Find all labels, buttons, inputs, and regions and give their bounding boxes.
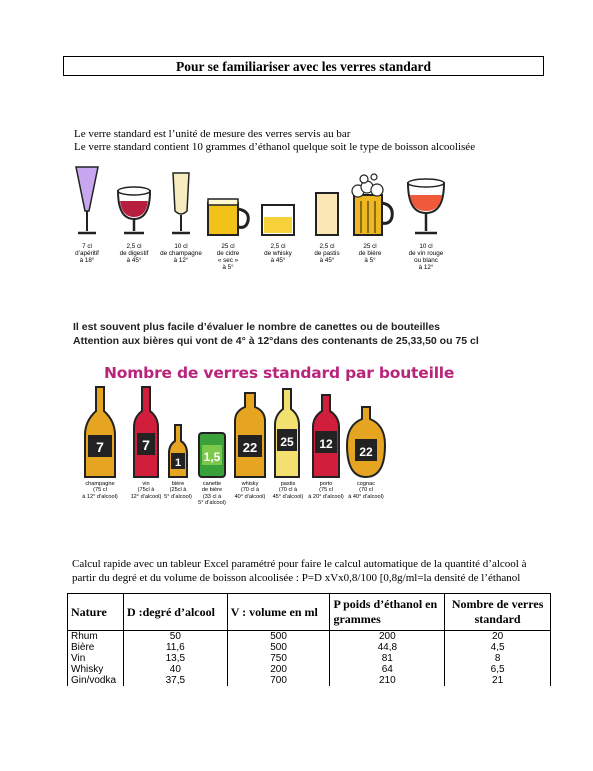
bottle-count: 7 <box>96 439 104 455</box>
cell-degree: 40 <box>123 664 227 675</box>
bottle-caption: champagne (75 cl à 12° d’alcool) <box>82 481 118 500</box>
calc-line-1: Calcul rapide avec un tableur Excel paramétré pour faire le calcul automatique de la quantité d’alcool à <box>72 558 527 570</box>
bottle-count: 1,5 <box>203 450 221 464</box>
champagne-glass-icon <box>172 173 190 233</box>
cell-volume: 200 <box>227 664 330 675</box>
bottle-count: 1 <box>174 457 182 469</box>
wine-glass-icon <box>408 179 444 233</box>
beer-can-icon <box>199 433 225 477</box>
bottle-count: 12 <box>319 437 333 451</box>
bottle-caption: cognac (70 cl à 40° d’alcool) <box>348 481 384 500</box>
table-header-row <box>68 594 551 631</box>
cans-text <box>73 320 479 348</box>
pastis-bottle-icon <box>275 389 299 477</box>
cell-standard-glasses: 20 <box>445 631 551 643</box>
bottles-row <box>75 385 405 515</box>
header-nature: Nature <box>68 594 124 631</box>
table-row <box>68 631 551 643</box>
bottle-count: 7 <box>142 437 150 453</box>
glass-caption: 2,5 cl de pastis à 45° <box>314 243 340 264</box>
digestif-glass-icon <box>118 187 150 233</box>
cell-weight: 200 <box>330 631 445 643</box>
bottle-caption: whisky (70 cl à 40° d’alcool) <box>234 481 266 500</box>
calc-text <box>72 557 526 585</box>
cans-line-2: Attention aux bières qui vont de 4° à 12°dans des contenants de 25,33,50 ou 75 cl <box>73 335 479 347</box>
wine-bottle-icon <box>134 387 158 477</box>
cell-volume: 700 <box>227 675 330 686</box>
bottle-caption: canette de bière (33 cl à 5° d’alcool) <box>198 481 226 507</box>
bottle-caption: pastis (70 cl à 45° d’alcool) <box>272 481 304 500</box>
cans-line-1: Il est souvent plus facile d’évaluer le nombre de canettes ou de bouteilles <box>73 321 441 333</box>
cider-mug-icon <box>208 199 248 235</box>
cell-standard-glasses: 8 <box>445 653 551 664</box>
porto-bottle-icon <box>313 395 339 477</box>
intro-line-1: Le verre standard est l’unité de mesure des verres servis au bar <box>74 128 351 140</box>
cell-weight: 44,8 <box>330 642 445 653</box>
champagne-bottle-icon <box>85 387 115 477</box>
cell-nature: Vin <box>68 653 124 664</box>
cell-nature: Gin/vodka <box>68 675 124 686</box>
cell-degree: 11,6 <box>123 642 227 653</box>
bottle-count: 22 <box>242 440 258 455</box>
bottle-caption: bière (25cl à 5° d’alcool) <box>164 481 192 500</box>
glass-caption: 25 cl de bière à 5° <box>358 243 382 264</box>
table-row <box>68 664 551 675</box>
cell-standard-glasses: 21 <box>445 675 551 686</box>
table-row <box>68 642 551 653</box>
cell-nature: Whisky <box>68 664 124 675</box>
glass-caption: 10 cl de vin rouge ou blanc à 12° <box>408 243 444 271</box>
pastis-glass-icon <box>316 193 338 235</box>
glass-caption: 25 cl de cidre « sec » à 5° <box>216 243 240 271</box>
cognac-bottle-icon <box>347 407 385 477</box>
beer-bottle-icon <box>169 425 187 477</box>
cell-volume: 500 <box>227 642 330 653</box>
cell-degree: 37,5 <box>123 675 227 686</box>
cell-weight: 64 <box>330 664 445 675</box>
page-title: Pour se familiariser avec les verres standard <box>63 56 544 76</box>
bottle-caption: porto (75 cl à 20° d’alcool) <box>308 481 344 500</box>
header-degree: D :degré d’alcool <box>123 594 227 631</box>
bottle-count: 22 <box>359 445 373 459</box>
header-weight: P poids d’éthanol en grammes <box>330 594 445 631</box>
bottles-heading: Nombre de verres standard par bouteille <box>104 364 455 382</box>
glass-caption: 10 cl de champagne à 12° <box>160 243 202 264</box>
cell-volume: 750 <box>227 653 330 664</box>
glass-caption: 2,5 cl de digestif à 45° <box>119 243 149 264</box>
glass-caption: 7 cl d’apéritif à 18° <box>75 243 99 264</box>
cell-nature: Rhum <box>68 631 124 643</box>
bottle-caption: vin (75cl à 12° d’alcool) <box>130 481 162 500</box>
cell-volume: 500 <box>227 631 330 643</box>
table-row <box>68 653 551 664</box>
calc-line-2: partir du degré et du volume de boisson alcoolisée : P=D xVx0,8/100 [0,8g/ml=la densité de l’éthanol <box>72 572 521 584</box>
header-volume: V : volume en ml <box>227 594 330 631</box>
cell-degree: 50 <box>123 631 227 643</box>
cell-nature: Bière <box>68 642 124 653</box>
whisky-glass-icon <box>262 205 294 235</box>
table-row <box>68 675 551 686</box>
aperitif-glass-icon <box>76 167 98 233</box>
cell-standard-glasses: 4,5 <box>445 642 551 653</box>
intro-text <box>74 128 475 154</box>
standard-glasses-row <box>68 163 528 275</box>
cell-weight: 81 <box>330 653 445 664</box>
cell-weight: 210 <box>330 675 445 686</box>
alcohol-table <box>67 593 551 686</box>
glass-caption: 2,5 cl de whisky à 45° <box>264 243 292 264</box>
beer-mug-icon <box>352 174 392 235</box>
intro-line-2: Le verre standard contient 10 grammes d’éthanol quelque soit le type de boisson alcoolisée <box>74 141 476 153</box>
header-standard-glasses: Nombre de verres standard <box>445 594 551 631</box>
bottle-count: 25 <box>280 435 294 449</box>
cell-degree: 13,5 <box>123 653 227 664</box>
cell-standard-glasses: 6,5 <box>445 664 551 675</box>
whisky-bottle-icon <box>235 393 265 477</box>
